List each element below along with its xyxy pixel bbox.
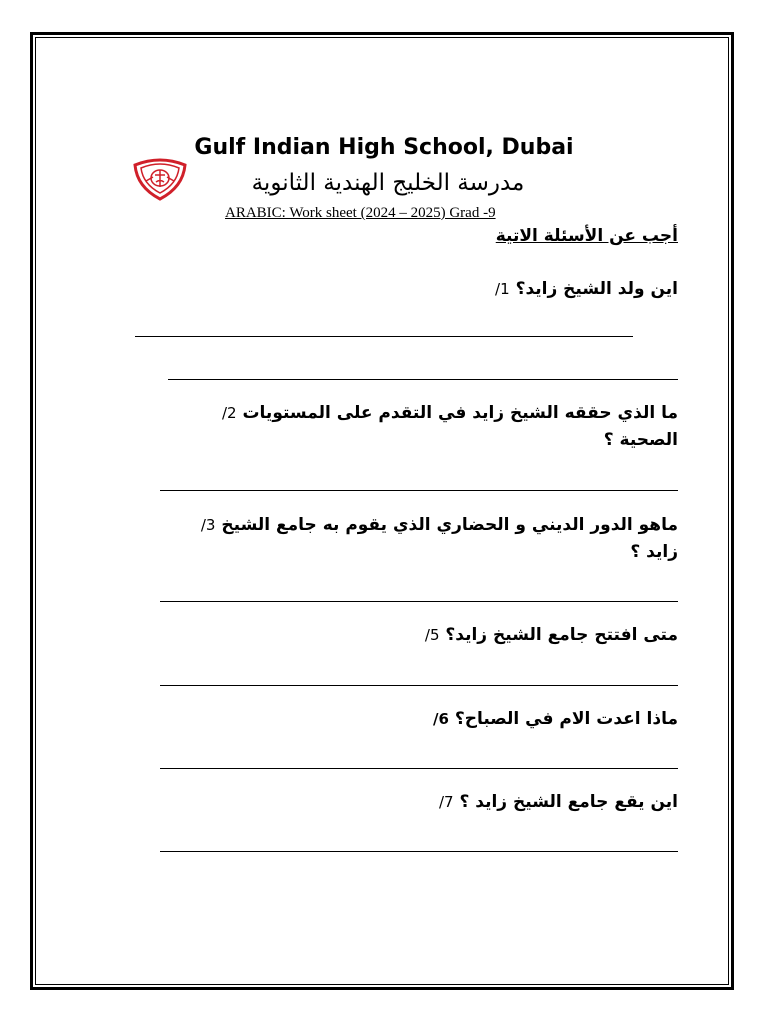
question-2-text-line2: الصحية ؟ (603, 430, 678, 450)
answer-line-6 (160, 768, 678, 769)
question-5 (425, 622, 678, 649)
question-1 (495, 276, 678, 303)
question-2-number: 2/ (221, 404, 237, 422)
question-7-number: 7/ (438, 793, 454, 811)
question-5-text: متى افتتح جامع الشيخ زايد؟ (445, 625, 678, 645)
question-5-number: 5/ (424, 626, 440, 644)
answer-line-5 (160, 685, 678, 686)
worksheet-subtitle: ARABIC: Work sheet (2024 – 2025) Grad -9 (225, 205, 496, 221)
answer-line-1a (135, 336, 633, 337)
question-1-text: اين ولد الشيخ زايد؟ (515, 279, 678, 299)
school-logo-icon (131, 157, 189, 201)
question-3-text-line2: زايد ؟ (630, 542, 678, 562)
question-7 (439, 789, 678, 816)
answer-line-3 (160, 601, 678, 602)
question-6 (433, 706, 678, 733)
question-2 (222, 400, 678, 454)
question-1-number: 1/ (495, 280, 510, 298)
instructions-heading: أجب عن الأسئلة الاتية (495, 226, 678, 246)
school-name-ar: مدرسة الخليج الهندية الثانوية (251, 170, 525, 196)
answer-line-7 (160, 851, 678, 852)
answer-line-1b (168, 379, 678, 380)
answer-line-2 (160, 490, 678, 491)
question-6-text: ماذا اعدت الام في الصباح؟ (454, 709, 678, 729)
question-2-text: ما الذي حققه الشيخ زايد في التقدم على المستويات (242, 403, 678, 423)
question-3-number: 3/ (200, 516, 216, 534)
question-3-text: ماهو الدور الديني و الحضاري الذي يقوم به جامع الشيخ (221, 515, 678, 535)
school-name-en: Gulf Indian High School, Dubai (194, 135, 574, 160)
question-3 (201, 512, 678, 566)
question-7-text: اين يقع جامع الشيخ زايد ؟ (459, 792, 678, 812)
question-6-number: 6/ (433, 710, 449, 728)
